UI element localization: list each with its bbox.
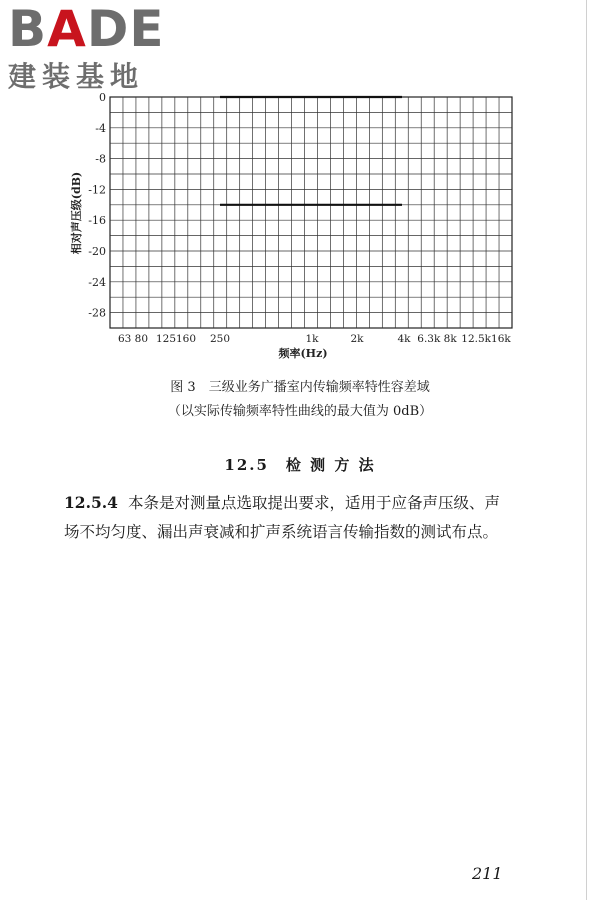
x-tick-label: 2k	[350, 333, 364, 345]
chart-frame	[110, 97, 512, 328]
paragraph-text-1: 本条是对测量点选取提出要求，适用于应备声压级、声	[127, 494, 500, 512]
x-tick-label: 4k	[397, 333, 411, 345]
page-edge-divider	[586, 0, 587, 900]
x-tick-label: 6.3k 8k	[417, 333, 457, 345]
x-tick-label: 1k	[305, 333, 319, 345]
y-tick-label: 0	[99, 91, 106, 104]
x-axis-label: 频率(Hz)	[278, 347, 328, 360]
y-axis-label: 相对声压级(dB)	[70, 171, 83, 255]
logo-subtitle: 建装基地	[8, 60, 145, 93]
y-tick-label: -12	[88, 183, 106, 197]
x-tick-label: 63 80	[117, 333, 149, 345]
figure-caption: 图 3 三级业务广播室内传输频率特性容差域	[170, 380, 430, 395]
y-tick-label: -4	[95, 121, 106, 135]
paragraph-line-1	[64, 488, 534, 518]
y-tick-label: -8	[95, 152, 106, 166]
x-tick-label: 250	[209, 333, 231, 345]
logo-wordmark	[8, 0, 165, 58]
y-tick-label: -20	[88, 245, 106, 258]
y-tick-label: -24	[88, 275, 106, 289]
y-tick-label: -28	[88, 306, 106, 320]
bade-logo	[8, 0, 165, 93]
x-tick-label: 12.5k16k	[461, 333, 511, 345]
x-tick-label: 125160	[155, 333, 197, 345]
logo-letter-a: A	[47, 0, 87, 58]
paragraph-12-5-4	[64, 488, 534, 547]
figure-subcaption: （以实际传输频率特性曲线的最大值为 0dB）	[167, 404, 433, 419]
page-number: 211	[472, 864, 503, 883]
y-tick-label: -16	[88, 214, 106, 228]
logo-letters-de: DE	[86, 0, 165, 58]
logo-letter-b: B	[8, 0, 48, 58]
paragraph-line-2: 场不均匀度、漏出声衰减和扩声系统语言传输指数的测试布点。	[64, 523, 499, 541]
clause-number: 12.5.4	[64, 493, 118, 512]
section-title: 12.5 检 测 方 法	[224, 456, 376, 474]
